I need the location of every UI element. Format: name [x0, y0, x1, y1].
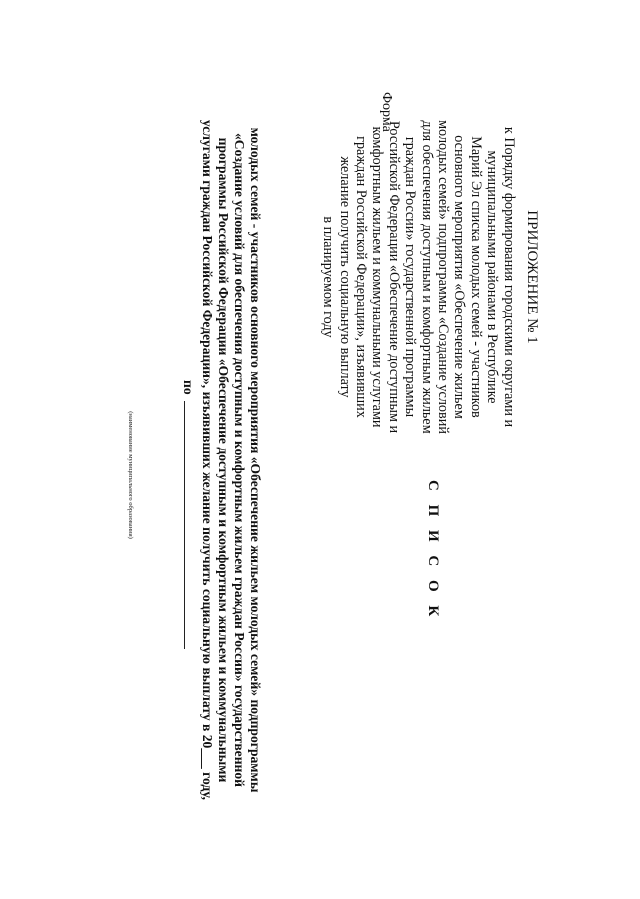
appendix-block	[320, 82, 540, 472]
body-line: программы Российской Федерации «Обеспечение доступным и комфортным жильем и коммунальными	[216, 137, 231, 783]
document-heading: С П И С О К	[425, 480, 441, 622]
body-line: «Создание условий для обеспечения доступным и комфортным жильем граждан России» государственной	[232, 132, 247, 788]
appendix-line: муниципальными районами в Республике	[484, 150, 501, 404]
municipality-caption: (наименование муниципального образования)	[127, 411, 134, 539]
appendix-line: желание получить социальную выплату	[336, 156, 353, 398]
appendix-line: комфортным жильем и коммунальными услугами	[369, 126, 386, 428]
appendix-title: ПРИЛОЖЕНИЕ № 1	[524, 210, 540, 344]
appendix-line: молодых семей» подпрограммы «Создание условий	[434, 120, 451, 434]
municipality-line	[180, 55, 197, 865]
body-line: услугами граждан Российской Федерации», изъявивших желание получить социальную выплату в 20___ году,	[200, 119, 215, 801]
document-body	[180, 55, 263, 865]
appendix-line: к Порядку формирования городскими округами и	[500, 126, 517, 428]
po-label: по	[181, 380, 196, 395]
appendix-line: Российской Федерации «Обеспечение доступным и	[385, 120, 402, 434]
appendix-line: в планируемом году	[320, 216, 337, 338]
municipality-blank	[184, 401, 197, 649]
appendix-line: для обеспечения доступным и комфортным жильем	[418, 120, 435, 434]
appendix-line: граждан Российской Федерации», изъявивших	[352, 136, 369, 418]
appendix-line: граждан России» государственной программы	[402, 136, 419, 418]
form-label: Форма	[379, 92, 394, 132]
appendix-line: основного мероприятия «Обеспечение жильем	[451, 135, 468, 419]
appendix-line: Марий Эл списка молодых семей - участников	[467, 136, 484, 418]
body-line: молодых семей - участников основного мероприятия «Обеспечение жильем молодых семей» подпрограммы	[248, 127, 263, 793]
